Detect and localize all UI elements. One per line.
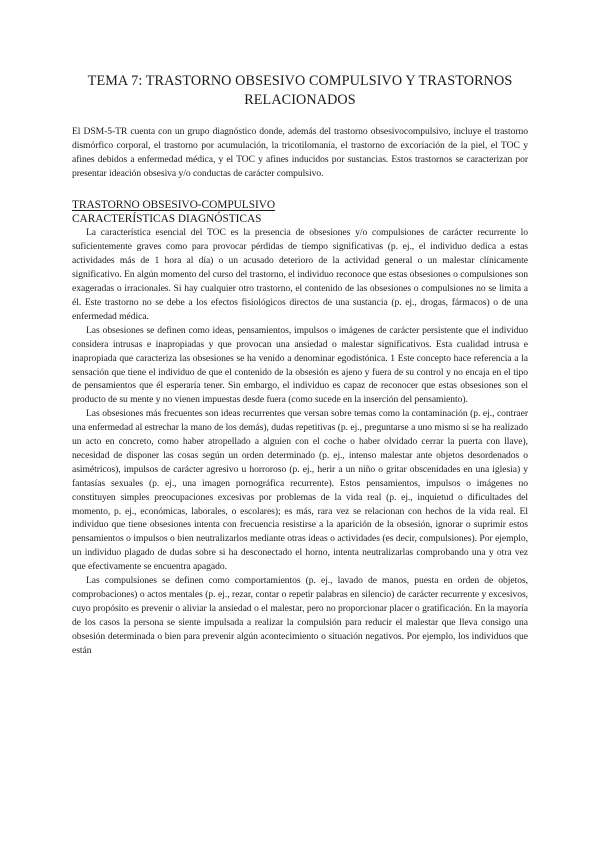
section-spacer bbox=[72, 181, 528, 199]
section-heading: TRASTORNO OBSESIVO-COMPULSIVO bbox=[72, 198, 276, 211]
intro-paragraph: El DSM-5-TR cuenta con un grupo diagnóstico donde, además del trastorno obsesivocompulsivo, incluye el trastorno dismórfico corporal, el trastorno por acumulación, la tricotilomanía, el trastorno de excoriación de la piel, el TOC y afines debidos a enfermedad médica, y el TOC y afines inducidos por sustancias. Estos trastornos se caracterizan por presentar ideación obsesiva y/o conductas de carácter compulsivo. bbox=[72, 126, 528, 179]
body-paragraph: Las obsesiones se definen como ideas, pensamientos, impulsos o imágenes de carácter persistente que el individuo considera intrusas e inapropiadas y que provocan una ansiedad o malestar significativos. Esta cualidad intrusa e inapropiada que caracteriza las obsesiones se ha venido a denominar egodistónica. 1 Este concepto hace referencia a la sensación que tiene el individuo de que el contenido de la obsesión es ajeno y fuera de su control y no encaja en el tipo de pensamientos que él esperaría tener. Sin embargo, el individuo es capaz de reconocer que estas obsesiones son el producto de su mente y no vienen impuestas desde fuera (como sucede en la inserción del pensamiento). bbox=[72, 324, 528, 406]
document-body bbox=[72, 125, 528, 658]
body-paragraph: Las obsesiones más frecuentes son ideas recurrentes que versan sobre temas como la contaminación (p. ej., contraer una enfermedad al estrechar la mano de los demás), dudas repetitivas (p. ej., preguntarse a uno mismo si se ha realizado un acto en concreto, como haber atropellado a alguien con el coche o haber olvidado cerrar la puerta con llave), necesidad de disponer las cosas según un orden determinado (p. ej., intenso malestar ante objetos desordenados o asimétricos), impulsos de carácter agresivo u horroroso (p. ej., herir a un niño o gritar obscenidades en una iglesia) y fantasías sexuales (p. ej., una imagen pornográfica recurrente). Estos pensamientos, impulsos o imágenes no constituyen simples preocupaciones excesivas por problemas de la vida real (p. ej., inquietud o dificultades del momento, p. ej., económicas, laborales, o escolares); es más, rara vez se relacionan con hechos de la vida real. El individuo que tiene obsesiones intenta con frecuencia resistirse a la aparición de la obsesión, ignorar o suprimir estos pensamientos o impulsos o bien neutralizarlos mediante otras ideas o actividades (es decir, compulsiones). Por ejemplo, un individuo plagado de dudas sobre si ha desconectado el horno, intenta neutralizarlas comprobando una y otra vez que efectivamente se encuentra apagado. bbox=[72, 408, 528, 573]
body-paragraph: Las compulsiones se definen como comportamientos (p. ej., lavado de manos, puesta en orden de objetos, comprobaciones) o actos mentales (p. ej., rezar, contar o repetir palabras en silencio) de carácter recurrente y excesivos, cuyo propósito es prevenir o aliviar la ansiedad o el malestar, pero no proporcionar placer o gratificación. En la mayoría de los casos la persona se siente impulsada a realizar la compulsión para reducir el malestar que lleva consigo una obsesión determinada o bien para prevenir algún acontecimiento o situación negativos. Por ejemplo, los individuos que están bbox=[72, 575, 528, 656]
subsection-heading: CARACTERÍSTICAS DIAGNÓSTICAS bbox=[72, 212, 262, 225]
body-paragraph: La característica esencial del TOC es la presencia de obsesiones y/o compulsiones de carácter recurrente lo suficientemente graves como para provocar pérdidas de tiempo significativas (p. ej., el individuo dedica a estas actividades más de 1 hora al día) o un acusado deterioro de la actividad general o un malestar clínicamente significativo. En algún momento del curso del trastorno, el individuo reconoce que estas obsesiones o compulsiones son exageradas o irracionales. Si hay cualquier otro trastorno, el contenido de las obsesiones o compulsiones no se limita a él. Este trastorno no se debe a los efectos fisiológicos directos de una sustancia (p. ej., drogas, fármacos) o de una enfermedad médica. bbox=[72, 227, 528, 322]
document-title: TEMA 7: TRASTORNO OBSESIVO COMPULSIVO Y TRASTORNOS RELACIONADOS bbox=[87, 73, 513, 108]
